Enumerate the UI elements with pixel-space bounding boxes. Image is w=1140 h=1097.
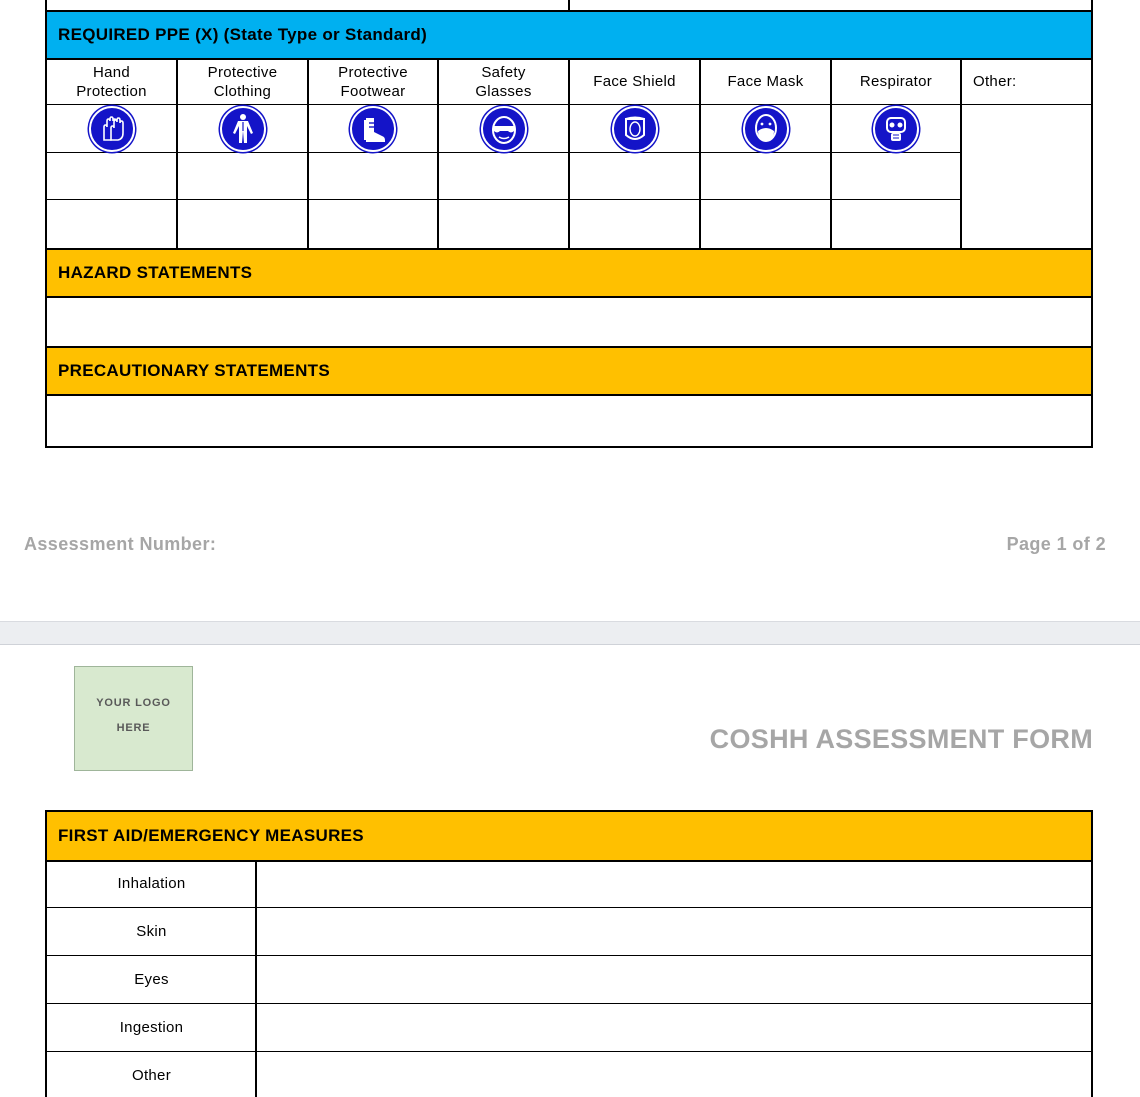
required-ppe-title: REQUIRED PPE (X) (State Type or Standard) — [58, 25, 428, 44]
first-aid-label-other: Other — [131, 1067, 171, 1084]
required-ppe-header — [45, 10, 1093, 60]
table-row — [47, 860, 1091, 908]
logo-placeholder[interactable]: YOUR LOGO HERE — [74, 666, 193, 771]
precautionary-statements-field[interactable] — [45, 396, 1093, 448]
first-aid-label-inhalation: Inhalation — [117, 875, 186, 892]
precautionary-statements-header — [45, 346, 1093, 396]
ppe-entry-cell[interactable] — [962, 105, 1093, 248]
page-separator — [0, 621, 1140, 645]
face-shield-icon — [612, 106, 658, 152]
respirator-icon — [873, 106, 919, 152]
precautionary-statements-title: PRECAUTIONARY STATEMENTS — [58, 361, 330, 380]
ppe-form-section — [45, 0, 1093, 448]
ppe-header-safety-glasses: Safety Glasses — [475, 63, 532, 100]
gloves-icon — [89, 106, 135, 152]
page-indicator: Page 1 of 2 — [1006, 534, 1106, 554]
table-row — [47, 1004, 1091, 1052]
first-aid-field-ingestion[interactable] — [257, 1004, 1091, 1051]
hazard-statements-header — [45, 248, 1093, 298]
first-aid-label-skin: Skin — [136, 923, 167, 940]
first-aid-field-eyes[interactable] — [257, 956, 1091, 1003]
first-aid-field-inhalation[interactable] — [257, 860, 1091, 907]
first-aid-field-skin[interactable] — [257, 908, 1091, 955]
assessment-number-label: Assessment Number: — [24, 534, 217, 554]
ppe-header-other: Other: — [973, 73, 1017, 90]
first-aid-label-eyes: Eyes — [134, 971, 169, 988]
hazard-statements-field[interactable] — [45, 298, 1093, 348]
ppe-header-face-shield: Face Shield — [593, 73, 676, 90]
table-row — [47, 956, 1091, 1004]
hazard-statements-title: HAZARD STATEMENTS — [58, 263, 253, 282]
ppe-header-protective-footwear: Protective Footwear — [338, 63, 408, 100]
first-aid-field-other[interactable] — [257, 1052, 1091, 1097]
ppe-header-protective-clothing: Protective Clothing — [207, 63, 278, 100]
first-aid-table — [45, 860, 1093, 1097]
ppe-header-face-mask: Face Mask — [727, 73, 804, 90]
table-row — [47, 1052, 1091, 1097]
first-aid-header — [45, 810, 1093, 862]
form-title: COSHH ASSESSMENT FORM — [709, 724, 1093, 754]
ppe-grid — [45, 58, 1093, 250]
ppe-header-respirator: Respirator — [859, 73, 933, 90]
safety-boot-icon — [350, 106, 396, 152]
ppe-header-hand-protection: Hand Protection — [76, 63, 147, 100]
coverall-icon — [220, 106, 266, 152]
table-row — [47, 908, 1091, 956]
ppe-entry-cell[interactable] — [47, 153, 176, 199]
first-aid-title: FIRST AID/EMERGENCY MEASURES — [58, 826, 364, 845]
face-mask-icon — [743, 106, 789, 152]
safety-glasses-icon — [481, 106, 527, 152]
first-aid-label-ingestion: Ingestion — [119, 1019, 184, 1036]
